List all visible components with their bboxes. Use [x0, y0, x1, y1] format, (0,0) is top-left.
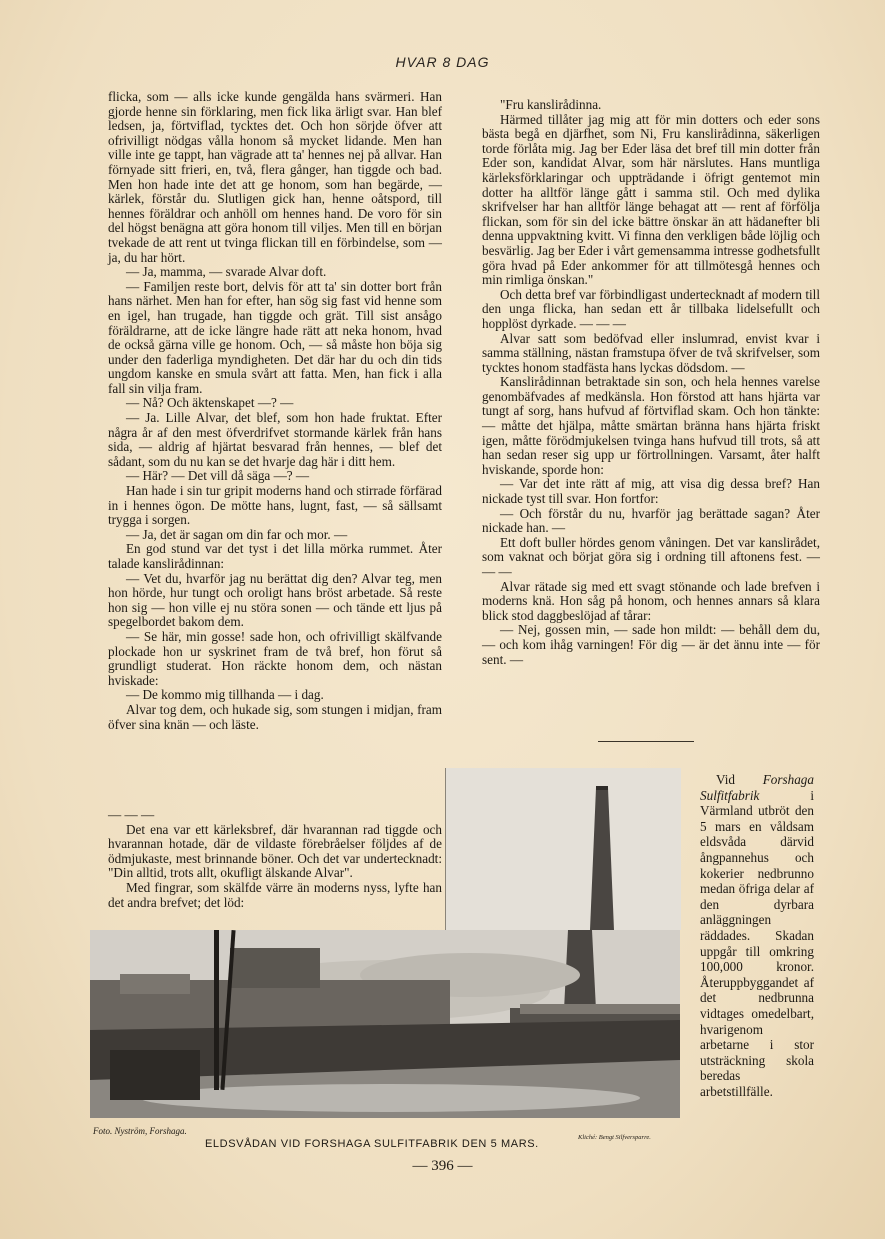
paragraph: — Nej, gossen min, — sade hon mildt: — behåll dem du, — och kom ihåg varningen! För dig — är det ännu inte — för sent. —: [482, 622, 820, 667]
paragraph: En god stund var det tyst i det lilla mörka rummet. Åter talade kanslirådinnan:: [108, 541, 442, 571]
paragraph: — Vet du, hvarför jag nu berättat dig den? Alvar teg, men hon hörde, hur tungt och oroligt hans bröst arbetade. Så reste hon sig — hon ville ej nu störa sonen — och tände ett ljus på spegelbordet bakom dem.: [108, 570, 442, 630]
paragraph: Det ena var ett kärleksbref, där hvarannan rad tiggde och hvarannan hotade, där de vildaste förebråelser följdes af de ödmjukaste, mest brinnande böner. Och det var undertecknadt: "Din alltid, trots allt, okufligt älskande Alvar".: [108, 821, 442, 881]
notice-body: i Värmland utbröt den 5 mars en våldsam eldsvåda därvid ångpannehus och kokerier nedbrunno medan öfriga delar af den dyrbara anläggningen räddades. Skadan uppgår till omkring 100,000 kronor. Återuppbyggandet af det nedbrunna vidtages omedelbart, hvarigenom arbetarne i stor utsträckning skola beredas arbetstillfälle.: [700, 787, 814, 1099]
photo-factory-section: [90, 930, 680, 1118]
factory-ruins-drawing: [90, 930, 680, 1118]
cliche-credit: Kliché: Bengt Silfversparre.: [578, 1134, 651, 1141]
paragraph: — Ja. Lille Alvar, det blef, som hon hade fruktat. Efter några år af den mest öfverdrifvet stormande kärlek från hans sida, — aldrig af hjärtat besvarad från hennes, — blef det sådant, som du nu kan se det hvarje dag här i ditt hem.: [108, 410, 442, 469]
paragraph: Och detta bref var förbindligast undertecknadt af modern till den unga flicka, han sedan ett år tillbaka lidelsefullt och hopplöst dyrkade. — — —: [482, 286, 820, 331]
paragraph: Han hade i sin tur gripit moderns hand och stirrade förfärad in i hennes ögon. De mötte hans, lugnt, fast, — så sällsamt trygga i sorgen.: [108, 483, 442, 528]
paragraph: Härmed tillåter jag mig att för min dotters och eder sons bästa begå en djärfhet, som Ni, Fru kanslirådinna, säkerligen torde förlåta mig. Jag ber Eder läsa det bref till min dotter från Eder son, kandidat Alvar, som här närslutes. Hans muntliga kärleksförklaringar och uppträdande i öfrigt gentemot min dotter ha alltför länge gått i samma stil. Och med dylika skrifvelser har han alltför länge behagat att — rent af förfölja flickan, som för sin del icke bättre önskar än att hädanefter bli denna uppvaktning kvitt. Vi finna den verkligen både löjlig och besvärlig. Jag ber Eder i vårt gemensamma intresse godhetsfullt göra hvad på Eder ankommer för att tillmötesgå hennes och min rimliga önskan.": [482, 111, 820, 288]
paragraph: — Här? — Det vill då säga —? —: [126, 468, 310, 484]
page-number: — 396 —: [412, 1158, 473, 1174]
paragraph: — Var det inte rätt af mig, att visa dig dessa bref? Han nickade tyst till svar. Hon fortfor:: [482, 476, 820, 507]
paragraph: flicka, som — alls icke kunde gengälda hans svärmeri. Han gjorde henne sin förklaring, men fick lika ärligt svar. Han blef ledsen, ja, förtviflad, tycktes det. Och hon sörjde öfver att ofrivilligt nödgas vålla honom så mycket lidande. Men han ville inte ge tappt, han vägrade att ta' hennes nej på allvar. Han förnyade sitt frieri, en, två, flera gånger, han tiggde och bad. Men hon hade inte det att ge honom, som han begärde, — kärlek, förstår du. Slutligen gick han, henne oåtspord, till hennes föräldrar och anhöll om hennes hand. De voro för sin del högst benägna att göra honom till viljes. Men till en början tvekade de att rent ut tvinga flickan till en förbindelse, som — ja, du har hört.: [108, 89, 442, 265]
photo-chimney-section: [445, 768, 681, 930]
notice-text: [700, 772, 814, 1099]
running-header: HVAR 8 DAG: [395, 54, 490, 70]
paragraph: Med fingrar, som skälfde värre än moderns nyss, lyfte han det andra brefvet; det löd:: [108, 879, 442, 910]
notice-lead: Vid: [716, 772, 735, 787]
paragraph: — De kommo mig tillhanda — i dag.: [126, 687, 324, 703]
story-end-rule: [598, 741, 694, 742]
paragraph: Alvar tog dem, och hukade sig, som stungen i midjan, fram öfver sina knän — och läste.: [108, 701, 442, 732]
paragraph: Alvar satt som bedöfvad eller inslumrad, envist kvar i samma ställning, nästan framstupa öfver de två skrifvelser, som tycktes honom stadfästa hans lyckas dödsdom. —: [482, 330, 820, 375]
left-column-upper: [108, 90, 442, 732]
paragraph: — Se här, min gosse! sade hon, och ofrivilligt skälfvande plockade hon ur syskrinet fram de två bref, hon förut så grundligt studerat. Hon räckte honom dem, och nästan hviskade:: [108, 628, 442, 688]
photo-credit: Foto. Nyström, Forshaga.: [93, 1126, 187, 1136]
notice-place: Forshaga Sulfitfabrik: [700, 772, 814, 803]
paragraph: Ett doft buller hördes genom våningen. Det var kanslirådet, som vaknat och börjat göra sig i ordning till aftonens fest. — — —: [482, 534, 820, 579]
paragraph: Alvar rätade sig med ett svagt stönande och lade brefven i moderns knä. Hon såg på honom, och hennes annars så klara blick stod daggbeslöjad af tårar:: [482, 578, 820, 623]
section-break: — — —: [108, 807, 155, 822]
right-column: [482, 98, 820, 667]
paragraph: — Ja, det är sagan om din far och mor. —: [126, 526, 348, 542]
fire-photograph: [90, 768, 680, 1118]
photo-caption: ELDSVÅDAN VID FORSHAGA SULFITFABRIK DEN 5 MARS.: [205, 1138, 539, 1150]
paragraph: — Familjen reste bort, delvis för att ta' sin dotter bort från hans närhet. Men han for efter, han sög sig fast vid henne som en igel, han trugade, han tiggde och grät. Till sist ansågo föräldrarne, att de icke längre hade rätt att neka honom, hvad de också gärna ville ge honom. Och, — så måste hon böja sig under den faderliga myndigheten. Det där har du och din tids ungdom kanske en smula svårt att fatta. Men, han fick i alla fall sin vilja fram.: [108, 278, 442, 396]
paragraph: — Nå? Och äktenskapet —? —: [126, 395, 294, 411]
paragraph: Kanslirådinnan betraktade sin son, och hela hennes varelse genombäfvades af medkänsla. Hon förstod att hans hjärta var tungt af sorg, hans hufvud af förtviflad skam. Och hon tänkte: — måtte det hjälpa, måtte smärtan bränna hans hjärta friskt igen, måtte förödmjukelsen tvinga hans hufvud till trots, så att han sedan reser sig upp ur förtrollningen. Varsamt, åter halft hviskande, sporde hon:: [482, 374, 820, 477]
fire-notice: [700, 772, 814, 1099]
chimney-drawing: [446, 768, 681, 930]
paragraph: — Och förstår du nu, hvarför jag berättade sagan? Åter nickade han. —: [482, 505, 820, 536]
paragraph: — Ja, mamma, — svarade Alvar doft.: [126, 264, 327, 280]
letter-salutation: "Fru kanslirådinna.: [500, 97, 602, 112]
